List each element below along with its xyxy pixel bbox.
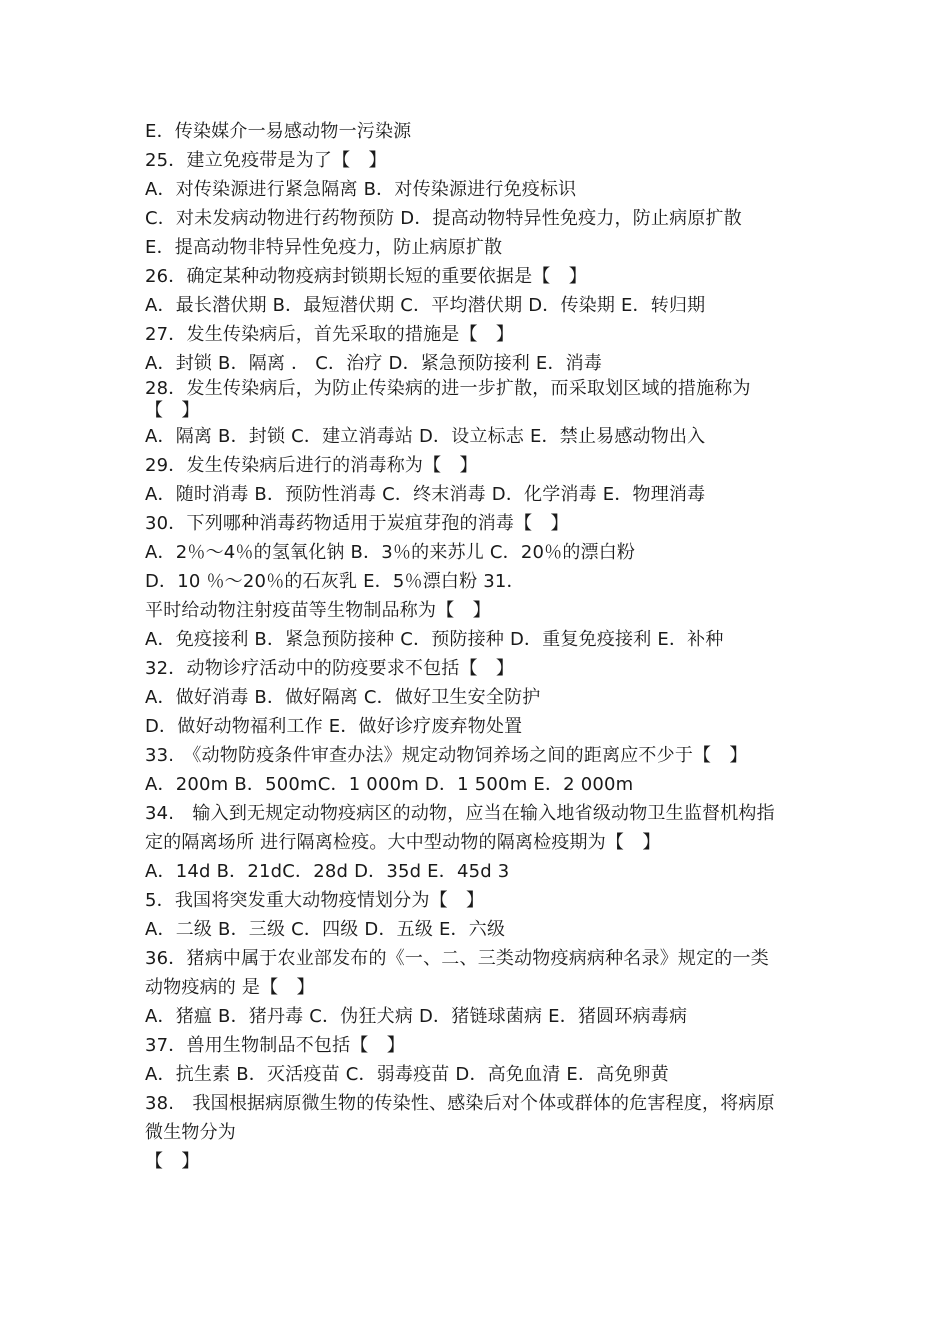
options-31: A．免疫接利 B．紧急预防接种 C．预防接种 D．重复免疫接利 E．补种 [145, 629, 724, 650]
question-38-bracket: 【 】 [145, 1151, 200, 1172]
question-38: 38. 我国根据病原微生物的传染性、感染后对个体或群体的危害程度，将病原 [145, 1093, 775, 1114]
options-28: A．隔离 B．封锁 C．建立消毒站 D．设立标志 E．禁止易感动物出入 [145, 426, 706, 447]
question-32: 32．动物诊疗活动中的防疫要求不包括【 】 [145, 658, 515, 679]
options-35: A．二级 B．三级 C．四级 D．五级 E．六级 [145, 919, 506, 940]
options-34: A．14d B．21dC．28d D．35d E．45d 3 [145, 861, 510, 882]
question-27: 27．发生传染病后，首先采取的措施是【 】 [145, 324, 515, 345]
options-26: A．最长潜伏期 B．最短潜伏期 C．平均潜伏期 D．传染期 E．转归期 [145, 295, 706, 316]
question-30: 30．下列哪种消毒药物适用于炭疽芽孢的消毒【 】 [145, 513, 569, 534]
options-30-de: D．10 ％～20％的石灰乳 E．5％漂白粉 31． [145, 571, 525, 592]
options-33: A．200m B．500mC．1 000m D．1 500m E．2 000m [145, 774, 634, 795]
question-25: 25．建立免疫带是为了【 】 [145, 150, 387, 171]
question-33: 33. 《动物防疫条件审查办法》规定动物饲养场之间的距离应不少于【 】 [145, 745, 748, 766]
question-35: 5．我国将突发重大动物疫情划分为【 】 [145, 890, 485, 911]
options-30-abc: A．2％～4％的氢氧化钠 B．3％的来苏儿 C．20％的漂白粉 [145, 542, 636, 563]
question-36: 36．猪病中属于农业部发布的《一、二、三类动物疫病病种名录》规定的一类 [145, 948, 769, 969]
options-32-abc: A．做好消毒 B．做好隔离 C．做好卫生安全防护 [145, 687, 541, 708]
options-25-cd: C．对未发病动物进行药物预防 D．提高动物特异性免疫力，防止病原扩散 [145, 208, 742, 229]
options-36: A．猪瘟 B．猪丹毒 C．伪狂犬病 D．猪链球菌病 E．猪圆环病毒病 [145, 1006, 688, 1027]
question-list [145, 117, 810, 1176]
options-32-de: D．做好动物福利工作 E．做好诊疗废弃物处置 [145, 716, 523, 737]
question-31: 平时给动物注射疫苗等生物制品称为【 】 [145, 600, 491, 621]
options-25-ab: A．对传染源进行紧急隔离 B．对传染源进行免疫标识 [145, 179, 577, 200]
options-29: A．随时消毒 B．预防性消毒 C．终末消毒 D．化学消毒 E．物理消毒 [145, 484, 706, 505]
question-26: 26．确定某种动物疫病封锁期长短的重要依据是【 】 [145, 266, 587, 287]
options-25-e: E．提高动物非特异性免疫力，防止病原扩散 [145, 237, 503, 258]
option-line-24e: E．传染媒介一易感动物一污染源 [145, 121, 412, 142]
question-29: 29．发生传染病后进行的消毒称为【 】 [145, 455, 478, 476]
question-38-cont: 微生物分为 [145, 1122, 236, 1143]
question-34-cont: 定的隔离场所 进行隔离检疫。大中型动物的隔离检疫期为【 】 [145, 832, 661, 853]
options-37: A．抗生素 B．灭活疫苗 C．弱毒疫苗 D．高免血清 E．高免卵黄 [145, 1064, 669, 1085]
question-37: 37．兽用生物制品不包括【 】 [145, 1035, 405, 1056]
question-34: 34. 输入到无规定动物疫病区的动物，应当在输入地省级动物卫生监督机构指 [145, 803, 775, 824]
question-28: 28．发生传染病后，为防止传染病的进一步扩散，而采取划区域的措施称为 [145, 378, 751, 399]
question-36-cont: 动物疫病的 是【 】 [145, 977, 315, 998]
question-28-bracket: 【 】 [145, 400, 200, 421]
options-27: A．封锁 B．隔离 ． C．治疗 D．紧急预防接利 E．消毒 [145, 353, 603, 374]
